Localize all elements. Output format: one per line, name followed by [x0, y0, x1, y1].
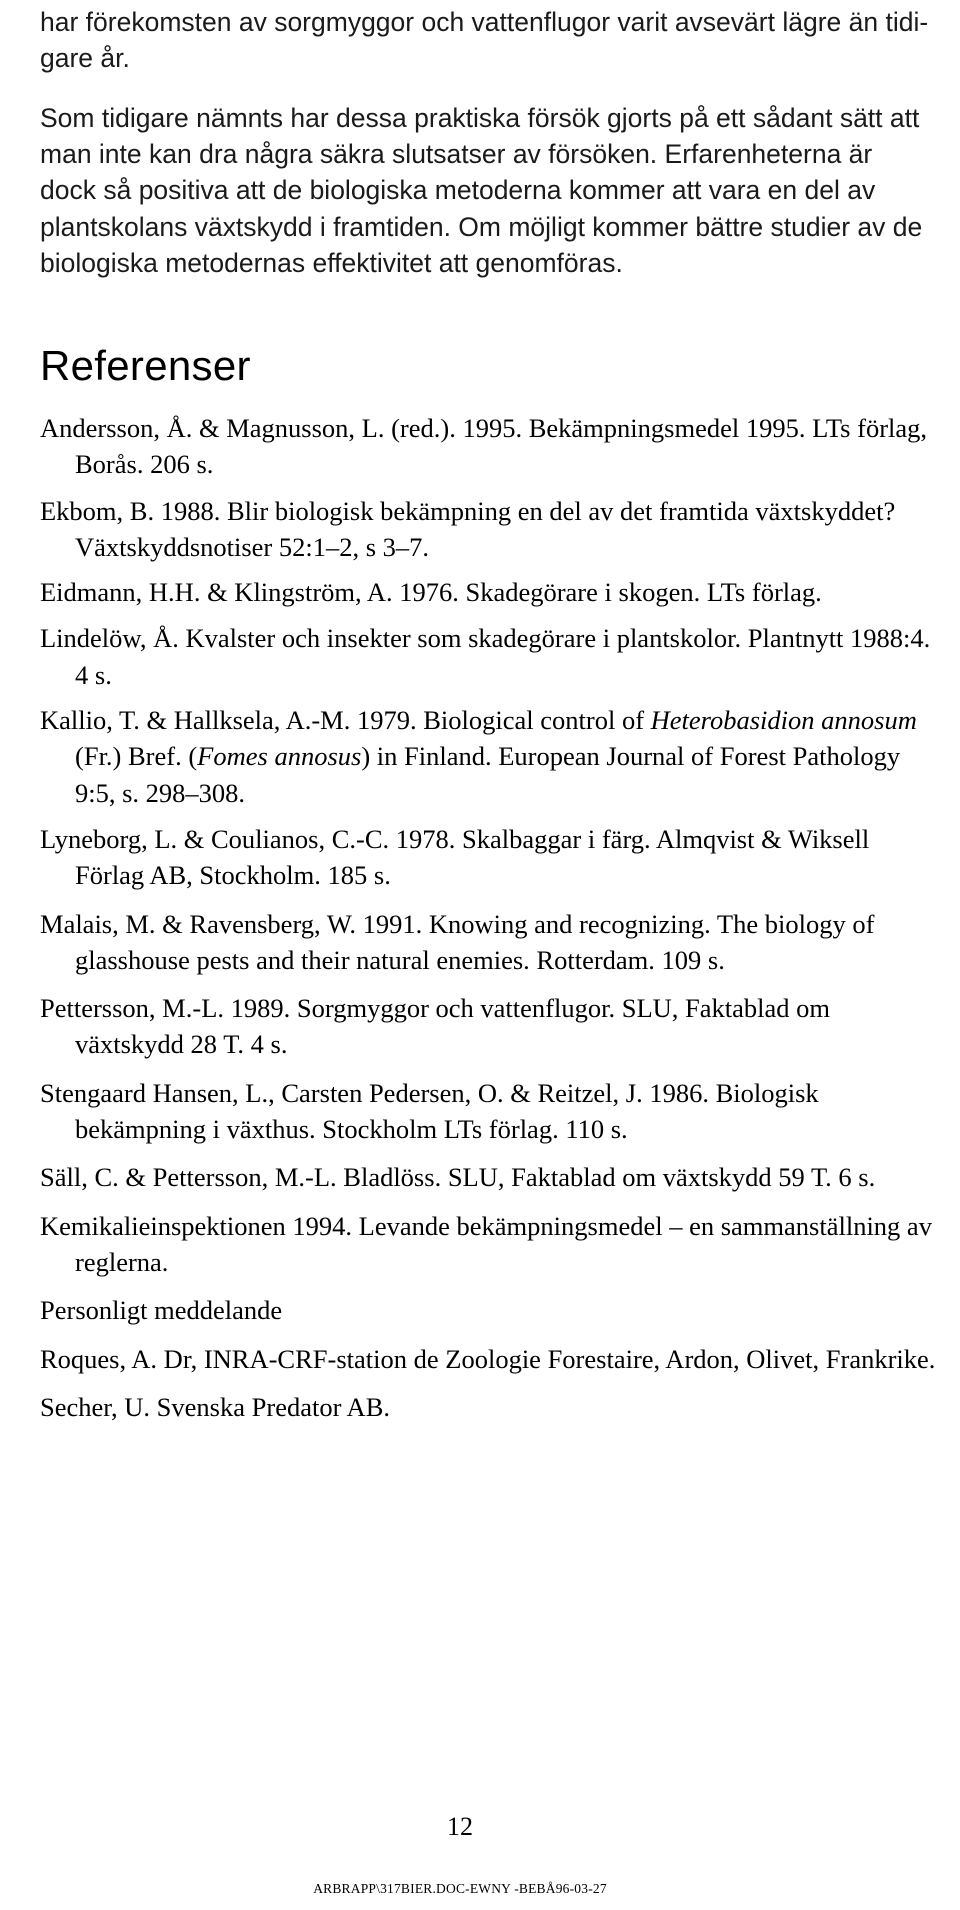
reference-italic-text: Heterobasidion annosum: [650, 705, 917, 736]
reference-item: Stengaard Hansen, L., Carsten Pedersen, O. & Reitzel, J. 1986. Biologisk bekämpning i växthus. Stockholm LTs förlag. 110 s.: [40, 1077, 819, 1145]
file-path-footer: ARBRAPP\317BIER.DOC-EWNY -BEBÅ96-03-27: [313, 1881, 607, 1896]
reference-item: Eidmann, H.H. & Klingström, A. 1976. Skadegörare i skogen. LTs förlag.: [40, 577, 822, 608]
reference-text: ) in Finland. European Journal of Forest Pathology 9:5, s. 298–308.: [75, 741, 901, 808]
body-paragraph: har förekomsten av sorgmyggor och vattenflugor varit avsevärt lägre än tidigare år.: [40, 7, 929, 74]
page-number: 12: [447, 1812, 473, 1841]
reference-item: Secher, U. Svenska Predator AB.: [40, 1391, 390, 1422]
reference-item: Andersson, Å. & Magnusson, L. (red.). 1995. Bekämpningsmedel 1995. LTs förlag, Borås. 206 s.: [40, 413, 928, 480]
reference-list: [40, 410, 940, 1425]
reference-text: Kallio, T. & Hallksela, A.-M. 1979. Biological control of: [40, 705, 651, 736]
reference-item: Roques, A. Dr, INRA-CRF-station de Zoologie Forestaire, Ardon, Olivet, Frankrike.: [40, 1343, 936, 1374]
section-heading: Referenser: [40, 342, 251, 389]
reference-item: Lindelöw, Å. Kvalster och insekter som skadegörare i plantskolor. Plantnytt 1988:4. 4 s.: [40, 623, 931, 690]
reference-item: Ekbom, B. 1988. Blir biologisk bekämpning en del av det framtida växtskyddet? Växtskyddsnotiser 52:1–2, s 3–7.: [40, 495, 896, 562]
reference-subheading: Personligt meddelande: [40, 1295, 283, 1326]
reference-item: Malais, M. & Ravensberg, W. 1991. Knowing and recognizing. The biology of glasshouse pests and their natural enemies. Rotterdam. 109 s.: [40, 908, 875, 975]
reference-item: [40, 702, 940, 811]
reference-italic-text: Fomes annosus: [197, 741, 362, 772]
reference-item: Pettersson, M.-L. 1989. Sorgmyggor och vattenflugor. SLU, Faktablad om växtskydd 28 T. 4 s.: [40, 993, 831, 1060]
reference-item: Lyneborg, L. & Coulianos, C.-C. 1978. Skalbaggar i färg. Almqvist & Wiksell Förlag AB, Stockholm. 185 s.: [40, 823, 870, 891]
reference-item: Säll, C. & Pettersson, M.-L. Bladlöss. SLU, Faktablad om växtskydd 59 T. 6 s.: [40, 1162, 876, 1193]
body-paragraph: Som tidigare nämnts har dessa praktiska försök gjorts på ett sådant sätt att man inte kan dra några säkra slutsatser av försöken. Erfarenheterna är dock så positiva att de biologiska metoderna kommer att vara en del av plantskolans växtskydd i framtiden. Om möjligt kommer bättre studier av de biologiska metodernas effektivitet att genomföras.: [40, 103, 923, 278]
reference-item: Kemikalieinspektionen 1994. Levande bekämpningsmedel – en sammanställning av reglerna.: [40, 1210, 932, 1277]
reference-text: (Fr.) Bref. (: [75, 741, 198, 772]
